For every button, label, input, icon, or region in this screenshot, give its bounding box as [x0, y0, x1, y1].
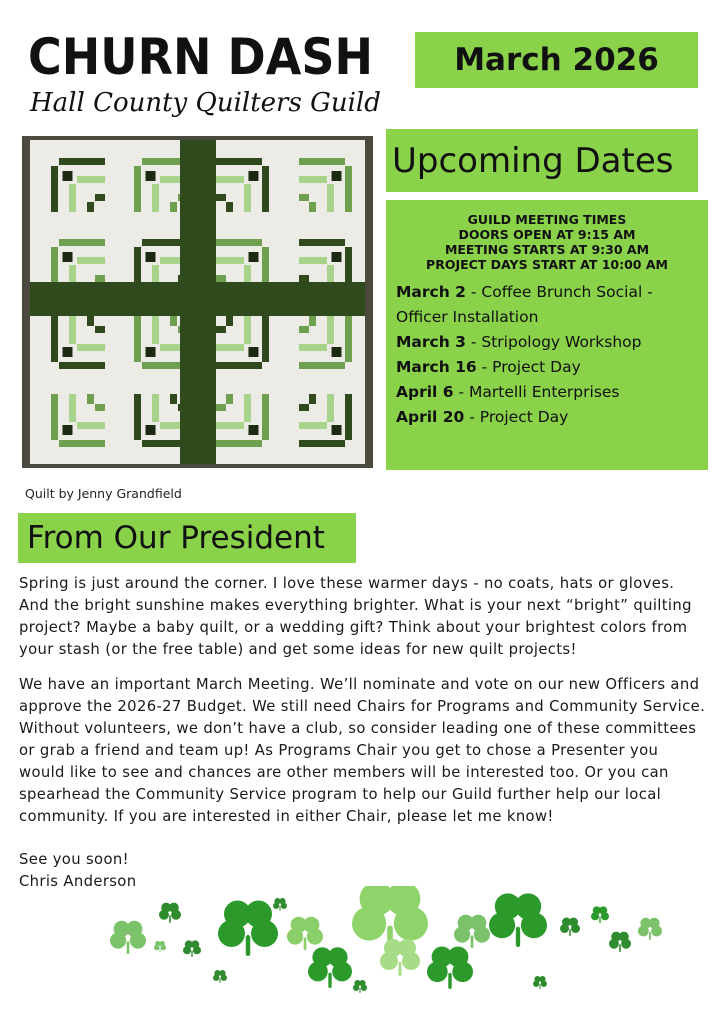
president-paragraph: Spring is just around the corner. I love these warmer days - no coats, hats or gloves. And the bright sunshine makes everything brighter. What is your next “bright” quilting project? Maybe a baby quilt, or a wedding gift? Think about your brightest colors from your stash (or the free table) and get some ideas for new quilt projects!	[19, 575, 692, 658]
shamrock-icon	[533, 976, 547, 989]
shamrock-icon	[560, 918, 580, 937]
meeting-time-doors: DOORS OPEN AT 9:15 AM	[458, 227, 636, 242]
event-item: March 2 - Coffee Brunch Social - Officer Installation	[396, 283, 653, 326]
event-desc: Project Day	[492, 358, 581, 376]
shamrock-icon	[591, 906, 609, 923]
guild-name: Hall County Quilters Guild	[30, 88, 381, 118]
shamrock-icon	[273, 898, 287, 911]
shamrock-icon	[213, 970, 227, 983]
event-item: April 20 - Project Day	[396, 408, 569, 426]
event-item: March 16 - Project Day	[396, 358, 581, 376]
photo-caption: Quilt by Jenny Grandfield	[25, 486, 182, 501]
event-desc: Coffee Brunch Social - Officer Installation	[396, 283, 653, 326]
shamrock-icon	[353, 980, 367, 993]
shamrock-icon	[609, 932, 631, 952]
event-item: April 6 - Martelli Enterprises	[396, 383, 620, 401]
event-date: April 20	[396, 408, 465, 426]
event-desc: Stripology Workshop	[481, 333, 642, 351]
upcoming-dates-heading: Upcoming Dates	[392, 140, 674, 181]
shamrock-icon	[380, 939, 420, 976]
event-desc: Project Day	[479, 408, 569, 426]
event-list	[396, 280, 698, 430]
quilt-photo	[22, 136, 373, 468]
event-date: March 16	[396, 358, 477, 376]
event-desc: Martelli Enterprises	[469, 383, 620, 401]
meeting-times-title: GUILD MEETING TIMES	[467, 212, 627, 227]
shamrock-icon	[110, 921, 146, 954]
meeting-time-project: PROJECT DAYS START AT 10:00 AM	[426, 257, 668, 272]
president-header	[18, 513, 356, 563]
upcoming-dates-header	[386, 129, 698, 192]
shamrock-icon	[454, 915, 490, 948]
event-date: March 3	[396, 333, 466, 351]
signoff-text: See you soon!	[19, 851, 129, 868]
shamrock-icon	[287, 917, 323, 950]
shamrock-icon	[638, 918, 662, 940]
shamrock-icon	[154, 941, 166, 952]
event-date: March 2	[396, 283, 466, 301]
dates-panel	[386, 200, 708, 470]
event-date: April 6	[396, 383, 454, 401]
signature-name: Chris Anderson	[19, 873, 137, 890]
shamrock-icon	[218, 901, 278, 957]
shamrock-icon	[427, 946, 473, 989]
shamrock-icon	[308, 947, 352, 988]
meeting-time-start: MEETING STARTS AT 9:30 AM	[444, 242, 650, 257]
issue-date-banner	[415, 32, 698, 88]
newsletter-title: CHURN DASH	[28, 28, 373, 86]
president-paragraph: We have an important March Meeting. We’ll nominate and vote on our new Officers and approve the 2026-27 Budget. We still need Chairs for Programs and Community Service. Without volunteers, we don’t have a club, so consider leading one of these committees or grab a friend and team up! As Programs Chair you get to chose a Presenter you would like to see and chances are other members will be interested too. Or you can spearhead the Community Service program to help our Guild further help our local community. If you are interested in either Chair, please let me know!	[19, 676, 706, 825]
issue-date: March 2026	[454, 42, 659, 78]
event-item: March 3 - Stripology Workshop	[396, 333, 642, 351]
shamrock-icon	[159, 903, 181, 923]
shamrock-decoration	[100, 886, 680, 1006]
president-heading: From Our President	[27, 520, 325, 556]
shamrock-icon	[183, 940, 201, 957]
shamrock-icon	[489, 893, 547, 947]
